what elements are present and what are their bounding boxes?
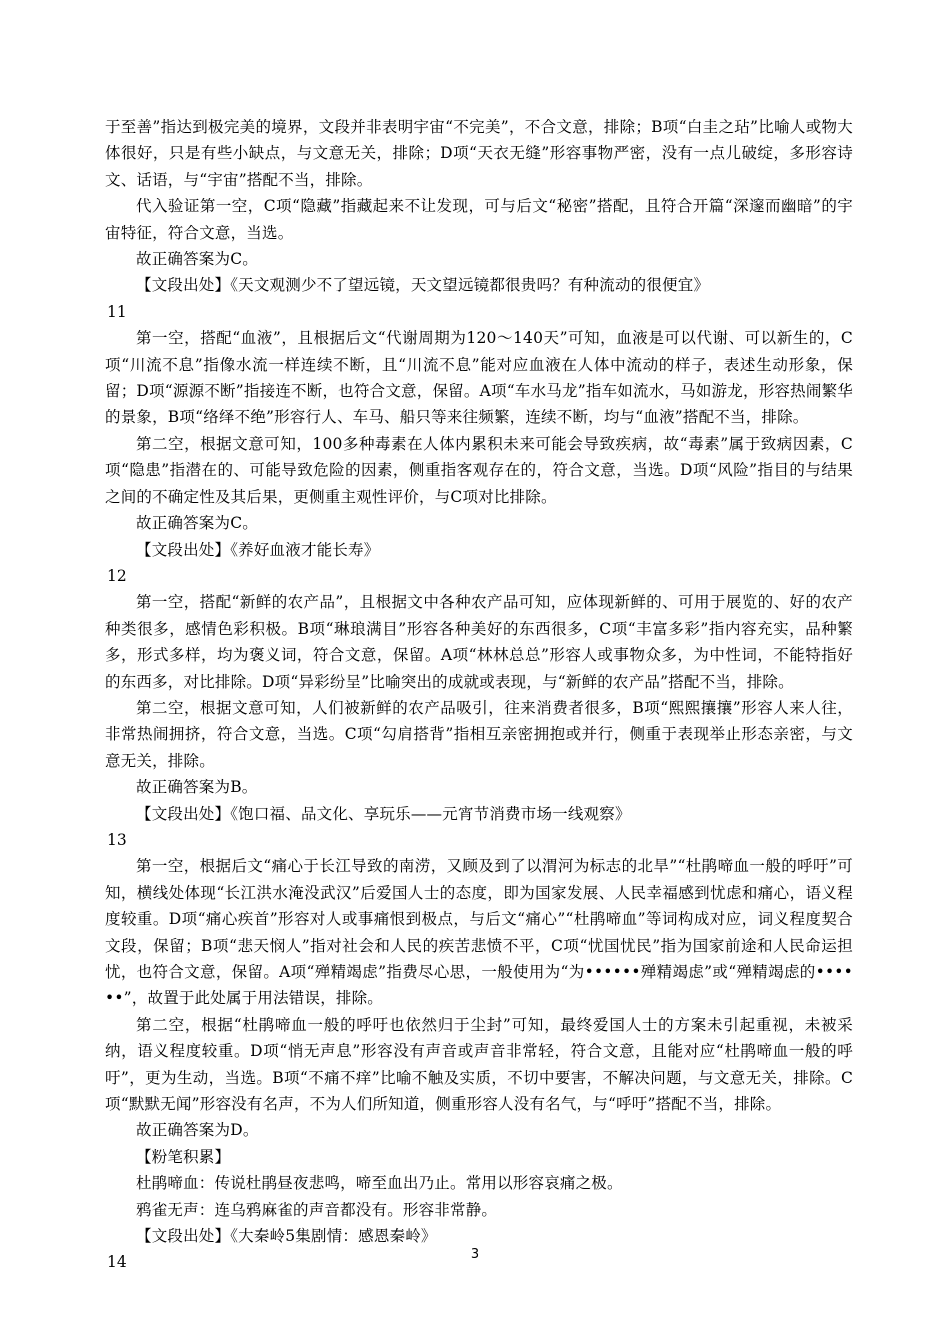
vocabulary-note: 鸦雀无声：连乌鸦麻雀的声音都没有。形容非常静。 xyxy=(136,1200,498,1219)
source-citation: 【文段出处】《饱口福、品文化、享玩乐——元宵节消费市场一线观察》 xyxy=(136,804,631,823)
page-number: 3 xyxy=(470,1247,480,1262)
answer-explanation-paragraph: 代入验证第一空，C项“隐藏”指藏起来不让发现，可与后文“秘密”搭配，且符合开篇“深邃而幽暗”的宇宙特征，符合文意，当选。 xyxy=(105,197,853,242)
correct-answer-line: 故正确答案为C。 xyxy=(136,250,258,269)
vocabulary-note: 杜鹃啼血：传说杜鹃昼夜悲鸣，啼至血出乃止。常用以形容哀痛之极。 xyxy=(136,1174,623,1193)
source-citation: 【文段出处】《大秦岭5集剧情：感恩秦岭》 xyxy=(136,1227,437,1246)
answer-explanation-paragraph: 第二空，根据文意可知，100多种毒素在人体内累积未来可能会导致疾病，故“毒素”属于致病因素，C项“隐患”指潜在的、可能导致危险的因素，侧重指客观存在的，符合文意，当选。D项“风险”指目的与结果之间的不确定性及其后果，更侧重主观性评价，与C项对比排除。 xyxy=(105,434,853,506)
answer-explanation-paragraph: 第二空，根据“杜鹃啼血一般的呼吁也依然归于尘封”可知，最终爱国人士的方案未引起重视，未被采纳，语义程度较重。D项“悄无声息”形容没有声音或声音非常轻，符合文意，且能对应“杜鹃啼血一般的呼吁”，更为生动，当选。B项“不痛不痒”比喻不触及实质，不切中要害，不解决问题，与文意无关，排除。C项“默默无闻”形容没有名声，不为人们所知道，侧重形容人没有名气，与“呼吁”搭配不当，排除。 xyxy=(105,1015,853,1114)
question-number: 11 xyxy=(107,302,127,321)
answer-explanation-paragraph: 第二空，根据文意可知，人们被新鲜的农产品吸引，往来消费者很多，B项“熙熙攘攘”形容人来人往，非常热闹拥挤，符合文意，当选。C项“勾肩搭背”指相互亲密拥抱或并行，侧重于表现举止形态亲密，与文意无关，排除。 xyxy=(105,698,853,770)
answer-explanation-paragraph: 第一空，搭配“新鲜的农产品”，且根据文中各种农产品可知，应体现新鲜的、可用于展览的、好的农产种类很多，感情色彩积极。B项“琳琅满目”形容各种美好的东西很多，C项“丰富多彩”指内容充实，品种繁多，形式多样，均为褒义词，符合文意，保留。A项“林林总总”形容人或事物众多，为中性词，不能特指好的东西多，对比排除。D项“异彩纷呈”比喻突出的成就或表现，与“新鲜的农产品”搭配不当，排除。 xyxy=(105,593,853,691)
source-citation: 【文段出处】《养好血液才能长寿》 xyxy=(136,540,380,559)
correct-answer-line: 故正确答案为B。 xyxy=(136,778,258,797)
answer-explanation-paragraph: 第一空，根据后文“痛心于长江导致的南涝，又顾及到了以渭河为标志的北旱”“杜鹃啼血一般的呼吁”可知，横线处体现“长江洪水淹没武汉”后爱国人士的态度，即为国家发展、人民幸福感到忧虑和痛心，语义程度较重。D项“痛心疾首”形容对人或事痛恨到极点，与后文“痛心”“杜鹃啼血”等词构成对应，词义程度契合文段，保留；B项“悲天悯人”指对社会和人民的疾苦悲愤不平，C项“忧国忧民”指为国家前途和人民命运担忧，也符合文意，保留。A项“殚精竭虑”指费尽心思，一般使用为“为••••••殚精竭虑”或“殚精竭虑的••••••”，故置于此处属于用法错误，排除。 xyxy=(105,857,853,1008)
answer-explanation-paragraph: 第一空，搭配“血液”，且根据后文“代谢周期为120～140天”可知，血液是可以代谢、可以新生的，C项“川流不息”指像水流一样连续不断，且“川流不息”能对应血液在人体中流动的样子，表述生动形象，保留；D项“源源不断”指接连不断，也符合文意，保留。A项“车水马龙”指车如流水，马如游龙，形容热闹繁华的景象，B项“络绎不绝”形容行人、车马、船只等来往频繁，连续不断，均与“血液”搭配不当，排除。 xyxy=(105,329,853,427)
correct-answer-line: 故正确答案为C。 xyxy=(136,514,258,533)
answer-explanation-paragraph: 于至善”指达到极完美的境界，文段并非表明宇宙“不完美”，不合文意，排除；B项“白圭之玷”比喻人或物大体很好，只是有些小缺点，与文意无关，排除；D项“天衣无缝”形容事物严密，没有一点儿破绽，多形容诗文、话语，与“宇宙”搭配不当，排除。 xyxy=(105,118,853,189)
question-number: 14 xyxy=(107,1253,127,1272)
document-body xyxy=(105,114,853,1276)
question-number: 12 xyxy=(107,566,127,585)
accumulation-heading: 【粉笔积累】 xyxy=(136,1147,231,1166)
source-citation: 【文段出处】《天文观测少不了望远镜，天文望远镜都很贵吗？有种流动的很便宜》 xyxy=(136,276,710,295)
correct-answer-line: 故正确答案为D。 xyxy=(136,1121,259,1140)
question-number: 13 xyxy=(107,830,127,849)
